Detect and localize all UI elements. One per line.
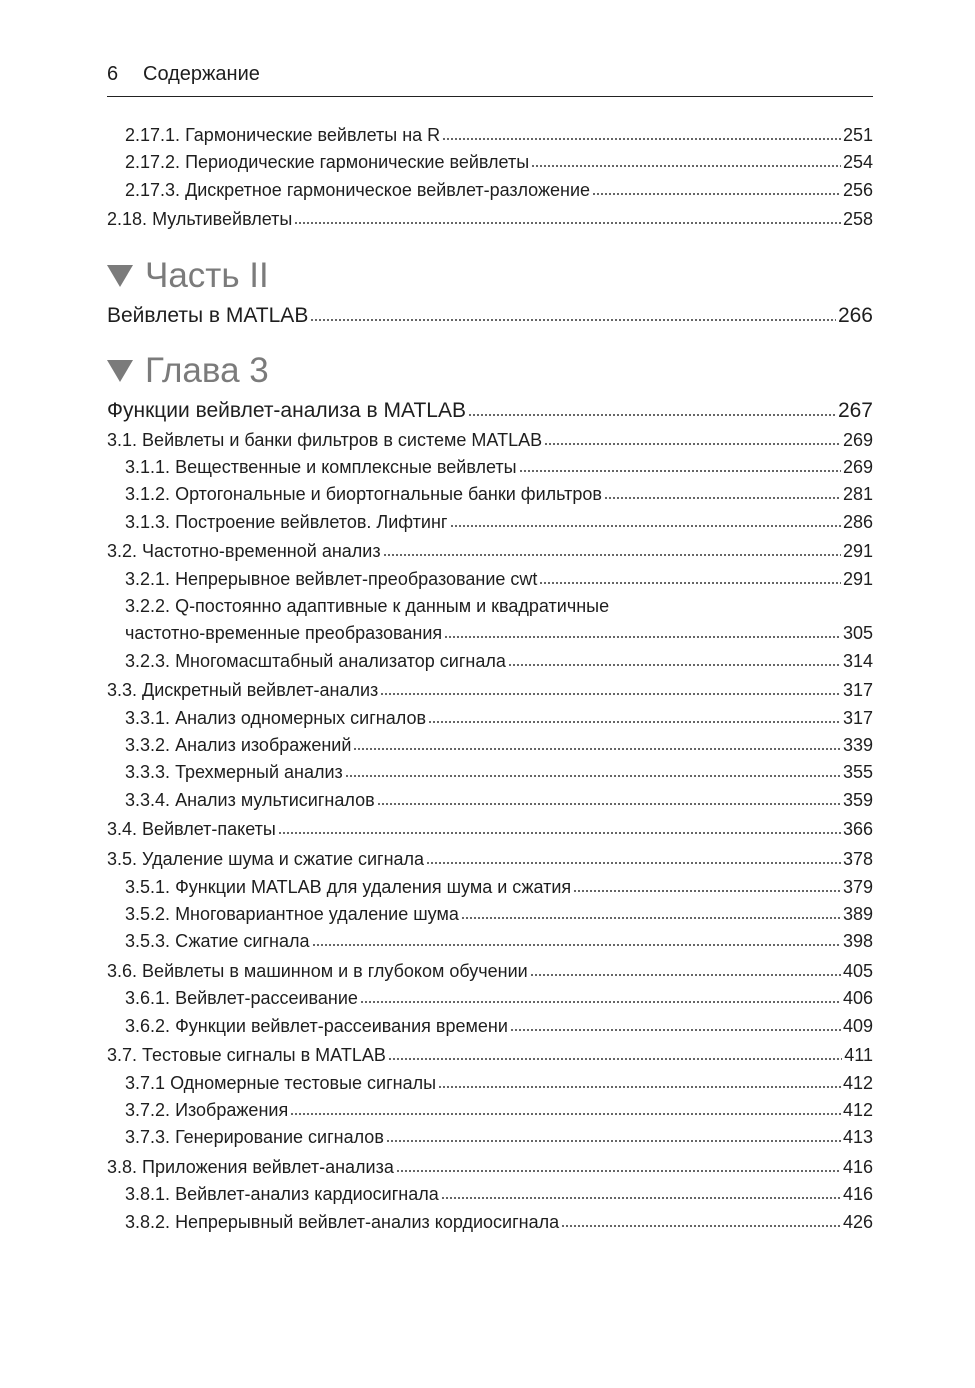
- dot-leader: [531, 165, 841, 167]
- entry-page: 379: [842, 876, 873, 897]
- entry-text: [125, 1124, 384, 1151]
- table-of-contents: [107, 122, 873, 1236]
- toc-entry[interactable]: [107, 874, 873, 901]
- entry-page: 269: [842, 429, 873, 450]
- toc-entry[interactable]: [107, 149, 873, 176]
- toc-entry[interactable]: [107, 928, 873, 955]
- dot-leader: [561, 1225, 841, 1227]
- entry-title: Анализ изображений: [175, 735, 352, 756]
- dot-leader: [377, 803, 841, 805]
- toc-entry[interactable]: [107, 1013, 873, 1040]
- entry-page: 291: [842, 541, 873, 562]
- entry-title-line1: Q-постоянно адаптивные к данным и квадратичные: [175, 596, 610, 617]
- entry-number: 3.2.1.: [125, 568, 171, 589]
- entry-text: [125, 481, 602, 508]
- toc-entry[interactable]: [107, 677, 873, 704]
- entry-number: 2.17.3.: [125, 179, 181, 200]
- toc-entry[interactable]: [107, 816, 873, 843]
- entry-title: Генерирование сигналов: [175, 1127, 384, 1148]
- entry-number: 3.6.: [107, 960, 138, 981]
- entry-text: [125, 1097, 288, 1124]
- dot-leader: [310, 319, 836, 321]
- toc-entry[interactable]: [107, 846, 873, 873]
- toc-entry[interactable]: [107, 901, 873, 928]
- toc-entry[interactable]: [107, 1070, 873, 1097]
- toc-entry[interactable]: [107, 1124, 873, 1151]
- entry-text: [125, 149, 529, 176]
- entry-number: 3.5.: [107, 849, 138, 870]
- entry-text: [107, 427, 542, 454]
- dot-leader: [278, 832, 841, 834]
- entry-text: [125, 985, 358, 1012]
- entry-text: [107, 1154, 394, 1181]
- entry-title: Ортогональные и биортогнальные банки фильтров: [175, 484, 602, 505]
- toc-entry[interactable]: [107, 732, 873, 759]
- dot-leader: [386, 1140, 841, 1142]
- entry-number: 3.1.3.: [125, 511, 171, 532]
- entry-title: Вейвлет-анализ кардиосигнала: [175, 1184, 439, 1205]
- entry-title: Функции вейвлет-анализа в MATLAB: [107, 398, 466, 422]
- entry-number: 3.4.: [107, 819, 138, 840]
- entry-number: 2.17.2.: [125, 152, 181, 173]
- toc-entry[interactable]: [107, 787, 873, 814]
- triangle-down-icon: [107, 265, 133, 287]
- dot-leader: [353, 748, 841, 750]
- entry-page: 359: [842, 789, 873, 810]
- entry-title: Приложения вейвлет-анализа: [142, 1157, 394, 1177]
- toc-entry-first-line[interactable]: [107, 593, 873, 620]
- entry-text: [107, 538, 381, 565]
- entry-page: 405: [842, 960, 873, 981]
- dot-leader: [573, 890, 841, 892]
- toc-entry[interactable]: [107, 1209, 873, 1236]
- entry-page: 258: [842, 209, 873, 230]
- toc-entry[interactable]: [107, 1181, 873, 1208]
- dot-leader: [360, 1001, 841, 1003]
- heading-label: Глава 3: [145, 350, 269, 390]
- entry-text: [107, 677, 378, 704]
- entry-text: [125, 1181, 439, 1208]
- dot-leader: [519, 470, 841, 472]
- entry-page: 305: [842, 623, 873, 644]
- entry-number: 3.3.2.: [125, 735, 171, 756]
- entry-title: Тестовые сигналы в MATLAB: [142, 1045, 386, 1066]
- entry-page: 416: [842, 1184, 873, 1205]
- entry-number: 3.6.2.: [125, 1015, 171, 1036]
- dot-leader: [510, 1029, 841, 1031]
- entry-title: Мультивейвлеты: [152, 209, 293, 230]
- dot-leader: [544, 443, 841, 445]
- dot-leader: [441, 1197, 841, 1199]
- dot-leader: [294, 222, 841, 224]
- entry-title: Одномерные тестовые сигналы: [170, 1072, 437, 1093]
- entry-number: 3.3.3.: [125, 762, 171, 783]
- entry-page: 254: [842, 152, 873, 173]
- heading-label: Часть II: [145, 255, 269, 295]
- dot-leader: [539, 582, 841, 584]
- toc-entry[interactable]: [107, 1097, 873, 1124]
- entry-page: 251: [842, 125, 873, 145]
- entry-page: 286: [842, 511, 873, 532]
- entry-number: 2.18.: [107, 209, 148, 230]
- entry-title: Функции вейвлет-рассеивания времени: [175, 1015, 508, 1036]
- entry-title: Вейвлеты в MATLAB: [107, 303, 309, 327]
- entry-page: 317: [842, 680, 873, 701]
- entry-text: [125, 787, 375, 814]
- entry-text: [107, 846, 424, 873]
- entry-title: Вейвлет-пакеты: [142, 819, 276, 840]
- entry-page: 281: [842, 484, 873, 505]
- entry-title: Дискретный вейвлет-анализ: [142, 680, 379, 701]
- toc-entry[interactable]: [107, 759, 873, 786]
- toc-entry[interactable]: [107, 1042, 873, 1069]
- entry-number: 3.3.1.: [125, 707, 171, 728]
- dot-leader: [442, 138, 841, 140]
- dot-leader: [396, 1170, 841, 1172]
- entry-text: [107, 958, 528, 985]
- entry-title: Построение вейвлетов. Лифтинг: [175, 511, 448, 532]
- dot-leader: [461, 917, 841, 919]
- entry-number: 3.3.4.: [125, 789, 171, 810]
- entry-page: 412: [842, 1099, 873, 1120]
- entry-title: Непрерывное вейвлет-преобразование cwt: [175, 568, 538, 589]
- entry-text: [125, 874, 571, 901]
- entry-title: Анализ мультисигналов: [175, 789, 375, 810]
- toc-entry[interactable]: [107, 1154, 873, 1181]
- toc-entry[interactable]: [107, 481, 873, 508]
- entry-page: 398: [842, 931, 873, 952]
- entry-title: Вейвлет-рассеивание: [175, 988, 358, 1009]
- entry-title: Дискретное гармоническое вейвлет-разложение: [185, 179, 591, 200]
- entry-number: 3.6.1.: [125, 988, 171, 1009]
- dot-leader: [508, 664, 841, 666]
- entry-title: Частотно-временной анализ: [142, 541, 381, 562]
- entry-text: [125, 122, 440, 149]
- entry-page: 314: [842, 650, 873, 671]
- entry-text: [125, 1209, 559, 1236]
- entry-page: 413: [842, 1127, 873, 1148]
- entry-page: 355: [842, 762, 873, 783]
- entry-text: [107, 397, 466, 424]
- entry-title: Трехмерный анализ: [175, 762, 343, 783]
- toc-entry[interactable]: [107, 566, 873, 593]
- toc-entry[interactable]: [107, 454, 873, 481]
- toc-part-heading: [107, 351, 873, 391]
- dot-leader: [428, 721, 841, 723]
- entry-title: частотно-временные преобразования: [125, 623, 443, 644]
- dot-leader: [290, 1113, 841, 1115]
- entry-page: 426: [842, 1211, 873, 1232]
- dot-leader: [438, 1086, 841, 1088]
- entry-number: 3.8.: [107, 1157, 138, 1177]
- dot-leader: [444, 636, 841, 638]
- entry-page: 416: [842, 1157, 873, 1177]
- entry-page: 389: [842, 903, 873, 924]
- dot-leader: [312, 944, 841, 946]
- dot-leader: [383, 554, 841, 556]
- entry-number: 3.2.3.: [125, 650, 171, 671]
- entry-text: [125, 620, 442, 647]
- toc-entry[interactable]: [107, 509, 873, 536]
- entry-page: 339: [842, 735, 873, 756]
- toc-entry[interactable]: [107, 620, 873, 647]
- entry-text: [125, 705, 426, 732]
- dot-leader: [345, 775, 841, 777]
- entry-page: 406: [842, 988, 873, 1009]
- entry-title: Сжатие сигнала: [175, 931, 310, 952]
- toc-entry[interactable]: [107, 648, 873, 675]
- entry-title: Вейвлеты и банки фильтров в системе MATLAB: [142, 429, 543, 450]
- entry-page: 267: [837, 398, 873, 422]
- entry-title: Непрерывный вейвлет-анализ кордиосигнала: [175, 1211, 560, 1232]
- toc-entry[interactable]: [107, 122, 873, 149]
- entry-text: [125, 566, 537, 593]
- entry-title: Удаление шума и сжатие сигнала: [142, 849, 425, 870]
- entry-number: 3.1.1.: [125, 457, 171, 478]
- entry-title: Вещественные и комплексные вейвлеты: [175, 457, 517, 478]
- entry-page: 291: [842, 568, 873, 589]
- dot-leader: [380, 693, 841, 695]
- entry-number: 3.1.: [107, 429, 138, 450]
- entry-page: 317: [842, 707, 873, 728]
- toc-entry[interactable]: [107, 958, 873, 985]
- entry-title: Многомасштабный анализатор сигнала: [175, 650, 506, 671]
- toc-entry[interactable]: [107, 985, 873, 1012]
- dot-leader: [450, 525, 841, 527]
- toc-entry[interactable]: [107, 177, 873, 204]
- entry-text: [125, 732, 351, 759]
- entry-page: 256: [842, 179, 873, 200]
- entry-number: 3.2.2.: [125, 596, 171, 617]
- entry-title: Периодические гармонические вейвлеты: [185, 152, 530, 173]
- entry-number: 3.8.1.: [125, 1184, 171, 1205]
- entry-number: 3.3.: [107, 680, 138, 701]
- entry-number: 3.5.2.: [125, 903, 171, 924]
- toc-entry[interactable]: [107, 538, 873, 565]
- entry-text: [125, 177, 590, 204]
- entry-text: [125, 928, 310, 955]
- entry-title: Изображения: [175, 1099, 289, 1120]
- dot-leader: [592, 193, 841, 195]
- entry-title: Многовариантное удаление шума: [175, 903, 459, 924]
- entry-number: 2.17.1.: [125, 125, 181, 145]
- entry-text: [107, 816, 276, 843]
- entry-page: 266: [837, 303, 873, 327]
- entry-title: Вейвлеты в машинном и в глубоком обучении: [142, 960, 528, 981]
- entry-number: 3.7.3.: [125, 1127, 171, 1148]
- entry-page: 411: [844, 1045, 873, 1066]
- toc-entry[interactable]: [107, 397, 873, 424]
- entry-text: [125, 454, 517, 481]
- entry-page: 366: [842, 819, 873, 840]
- entry-number: 3.5.1.: [125, 876, 171, 897]
- entry-number: 3.1.2.: [125, 484, 171, 505]
- dot-leader: [388, 1058, 842, 1060]
- entry-page: 409: [842, 1015, 873, 1036]
- entry-number: 3.5.3.: [125, 931, 171, 952]
- entry-page: 378: [842, 849, 873, 870]
- page-number: 6: [107, 63, 119, 85]
- entry-number: 3.8.2.: [125, 1211, 171, 1232]
- toc-entry[interactable]: [107, 427, 873, 454]
- entry-number: 3.7.2.: [125, 1099, 171, 1120]
- entry-number: 3.7.: [107, 1045, 138, 1066]
- dot-leader: [468, 414, 836, 416]
- entry-text: [107, 1042, 386, 1069]
- dot-leader: [530, 974, 841, 976]
- entry-title: Анализ одномерных сигналов: [175, 707, 427, 728]
- toc-entry[interactable]: [107, 206, 873, 233]
- triangle-down-icon: [107, 360, 133, 382]
- entry-page: 269: [842, 457, 873, 478]
- toc-part-heading: [107, 256, 873, 296]
- entry-text: [125, 759, 343, 786]
- entry-text: [125, 1013, 508, 1040]
- entry-number: 3.2.: [107, 541, 138, 562]
- entry-text: [125, 509, 448, 536]
- toc-entry[interactable]: [107, 705, 873, 732]
- entry-text: [107, 206, 292, 233]
- entry-text: [125, 648, 506, 675]
- entry-text: [107, 302, 308, 329]
- toc-entry[interactable]: [107, 302, 873, 329]
- running-header: [107, 63, 873, 97]
- dot-leader: [604, 497, 841, 499]
- entry-text: [125, 1070, 436, 1097]
- entry-text: [125, 901, 459, 928]
- dot-leader: [426, 862, 841, 864]
- entry-title: Гармонические вейвлеты на R: [185, 125, 441, 145]
- entry-number: 3.7.1: [125, 1072, 166, 1093]
- running-title: Содержание: [143, 63, 260, 85]
- entry-page: 412: [842, 1072, 873, 1093]
- entry-title: Функции MATLAB для удаления шума и сжатия: [175, 876, 572, 897]
